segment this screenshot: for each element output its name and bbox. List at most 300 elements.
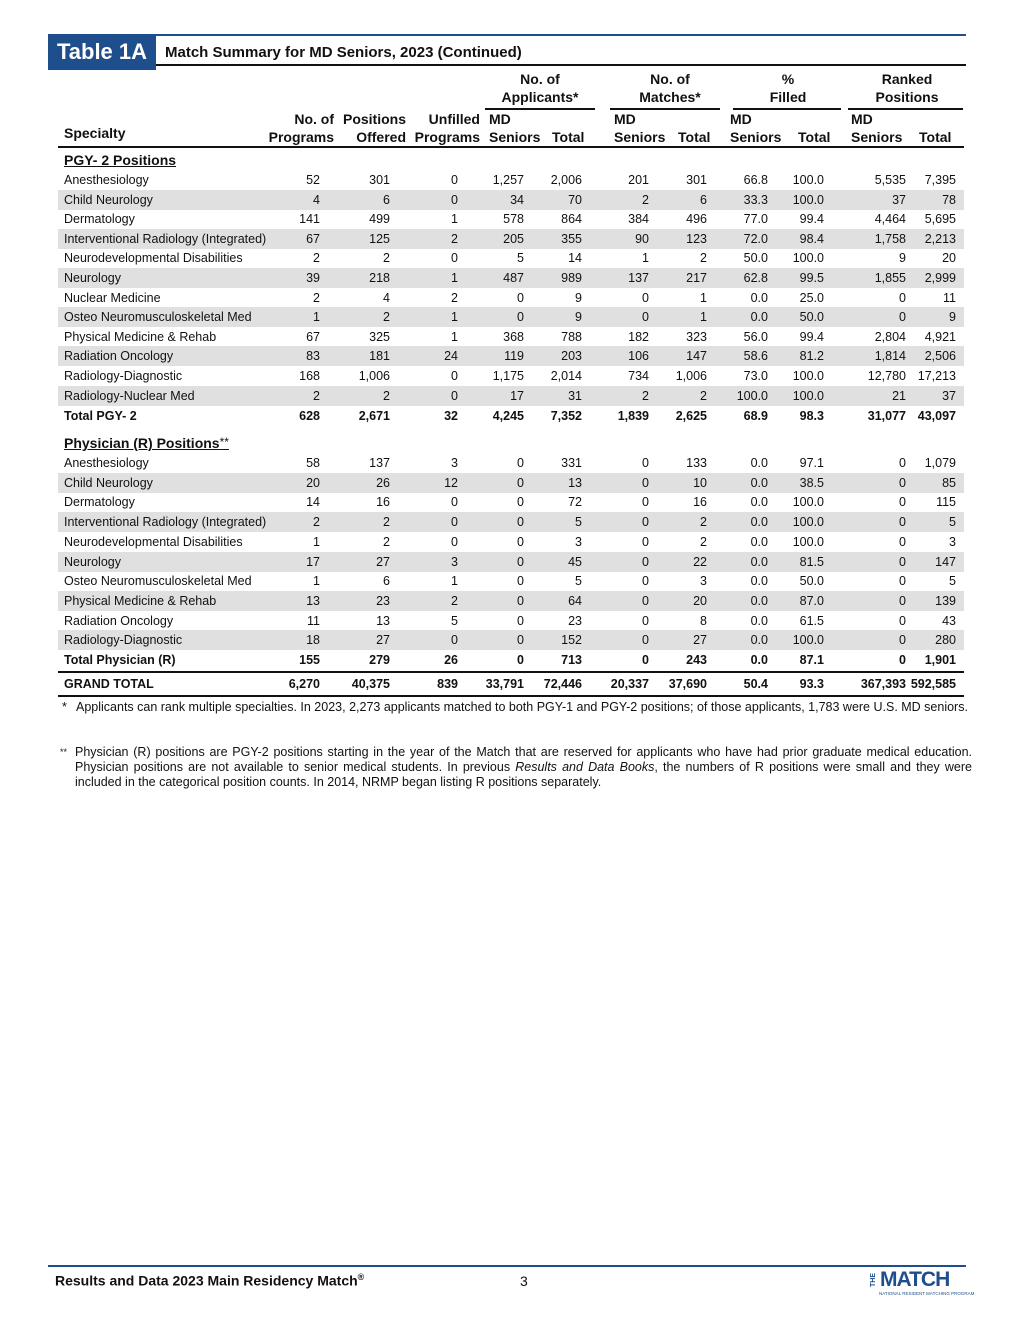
table-row	[58, 327, 964, 347]
unfilled-cell: 3	[451, 456, 458, 470]
ranked-md-seniors-cell: 9	[899, 251, 906, 266]
app-total-cell: 2,006	[550, 173, 582, 187]
unfilled-cell: 0	[451, 192, 458, 207]
filled-total-cell: 100.0	[792, 192, 824, 207]
match-total-cell: 2	[700, 515, 707, 530]
unfilled-cell: 2	[451, 231, 458, 246]
app-total-cell: 70	[568, 192, 582, 207]
col-header-programs: No. of Programs	[268, 111, 334, 145]
ranked-total-cell: 2,999	[924, 271, 956, 285]
match-total-cell: 6	[700, 192, 707, 207]
table-row	[58, 288, 964, 308]
match-total-cell: 10	[693, 475, 707, 490]
ranked-md-seniors-cell: 2,804	[874, 329, 906, 344]
ranked-md-seniors-cell: 1,758	[874, 231, 906, 246]
positions-cell: 181	[369, 349, 390, 364]
match-total-cell: 2	[700, 388, 707, 403]
filled-total-cell: 100.0	[792, 369, 824, 383]
positions-cell: 27	[376, 554, 390, 569]
positions-cell: 6	[383, 192, 390, 207]
specialty-cell: Physical Medicine & Rehab	[64, 329, 217, 344]
app-md-seniors-cell: 205	[503, 231, 524, 246]
table-row	[58, 170, 964, 190]
positions-cell: 27	[376, 633, 390, 648]
app-total-cell: 5	[575, 515, 582, 530]
unfilled-cell: 24	[444, 349, 458, 364]
ranked-total-cell: 2,213	[924, 231, 956, 246]
ranked-total-cell: 1,901	[924, 653, 956, 667]
ranked-total-cell: 20	[942, 251, 956, 266]
ranked-total-cell: 78	[942, 192, 956, 207]
filled-md-seniors-cell: 77.0	[743, 212, 768, 227]
match-md-seniors-cell: 384	[628, 212, 649, 227]
table-row	[58, 190, 964, 210]
unfilled-cell: 0	[451, 251, 458, 266]
header-bottom-rule	[58, 146, 964, 148]
match-md-seniors-cell: 90	[635, 231, 649, 246]
match-md-seniors-cell: 106	[628, 349, 649, 364]
match-md-seniors-cell: 0	[642, 633, 649, 648]
app-total-cell: 64	[568, 593, 582, 608]
filled-md-seniors-cell: 100.0	[736, 388, 768, 403]
positions-cell: 301	[369, 173, 390, 187]
programs-cell: 20	[306, 475, 320, 490]
col-header-unfilled: Unfilled Programs	[414, 111, 480, 145]
unfilled-cell: 1	[451, 310, 458, 325]
filled-total-cell: 100.0	[792, 173, 824, 187]
programs-cell: 17	[306, 554, 320, 569]
group-header-ranked: Ranked Positions	[875, 71, 939, 105]
match-total-cell: 133	[686, 456, 707, 470]
ranked-total-cell: 17,213	[917, 369, 956, 383]
specialty-cell: Physical Medicine & Rehab	[64, 593, 217, 608]
positions-cell: 1,006	[358, 369, 390, 383]
programs-cell: 1	[313, 534, 320, 549]
match-md-seniors-cell: 0	[642, 515, 649, 530]
match-md-seniors-cell: 0	[642, 574, 649, 589]
match-total-cell: 2,625	[675, 409, 707, 423]
match-md-seniors-cell: 0	[642, 290, 649, 305]
app-total-cell: 9	[575, 290, 582, 305]
unfilled-cell: 1	[451, 329, 458, 344]
group-header-filled: % Filled	[769, 71, 807, 105]
table-title: Match Summary for MD Seniors, 2023 (Continued)	[165, 44, 522, 61]
filled-md-seniors-cell: 33.3	[743, 192, 768, 207]
filled-md-seniors-cell: 0.0	[750, 290, 768, 305]
filled-total-cell: 81.2	[799, 349, 824, 364]
match-total-cell: 1	[700, 310, 707, 325]
table-row	[58, 591, 964, 611]
footer-rule	[48, 1265, 966, 1267]
app-total-cell: 989	[561, 271, 582, 285]
ranked-md-seniors-cell: 1,855	[874, 271, 906, 285]
ranked-md-seniors-cell: 31,077	[867, 409, 906, 423]
unfilled-cell: 3	[451, 554, 458, 569]
match-md-seniors-cell: 137	[628, 271, 649, 285]
grand-total-rule-top	[58, 671, 964, 673]
ranked-md-seniors-cell: 0	[899, 534, 906, 549]
positions-cell: 23	[376, 593, 390, 608]
programs-cell: 13	[306, 593, 320, 608]
col-header-positions: Positions Offered	[342, 111, 406, 145]
ranked-total-cell: 280	[935, 633, 956, 648]
app-md-seniors-cell: 0	[517, 633, 524, 648]
match-total-cell: 323	[686, 329, 707, 344]
filled-md-seniors-cell: 0.0	[750, 475, 768, 490]
app-total-cell: 355	[561, 231, 582, 246]
match-md-seniors-cell: 0	[642, 534, 649, 549]
filled-md-seniors-cell: 58.6	[743, 349, 768, 364]
app-md-seniors-cell: 1,175	[492, 369, 524, 383]
app-total-cell: 13	[568, 475, 582, 490]
ranked-md-seniors-cell: 0	[899, 515, 906, 530]
footnote-physician	[60, 745, 972, 793]
col-header-match-total: Total	[678, 129, 711, 145]
ranked-total-cell: 9	[949, 310, 956, 325]
footnote-mark: **	[60, 747, 68, 757]
app-md-seniors-cell: 34	[510, 192, 524, 207]
unfilled-cell: 26	[444, 653, 458, 667]
specialty-cell: Neurology	[64, 271, 121, 285]
ranked-total-cell: 43,097	[917, 409, 956, 423]
filled-total-cell: 100.0	[792, 251, 824, 266]
table-row	[58, 571, 964, 591]
table-row	[58, 248, 964, 268]
app-total-cell: 7,352	[550, 409, 582, 423]
ranked-total-cell: 85	[942, 475, 956, 490]
match-md-seniors-cell: 0	[642, 653, 649, 667]
specialty-cell: Child Neurology	[64, 475, 153, 490]
col-header-app-total: Total	[552, 129, 585, 145]
programs-cell: 2	[313, 251, 320, 266]
app-md-seniors-cell: 1,257	[492, 173, 524, 187]
ranked-total-cell: 5	[949, 515, 956, 530]
footnote-text: Applicants can rank multiple specialties. In 2023, 2,273 applicants matched to both PGY-1 and PGY-2 positions; of those applicants, 1,783 were U.S. MD seniors.	[76, 700, 968, 714]
filled-total-cell: 100.0	[792, 515, 824, 530]
col-header-app-md: MD Seniors	[489, 111, 541, 145]
app-md-seniors-cell: 0	[517, 613, 524, 628]
match-md-seniors-cell: 2	[642, 388, 649, 403]
programs-cell: 39	[306, 271, 320, 285]
app-total-cell: 152	[561, 633, 582, 648]
positions-cell: 279	[369, 653, 390, 667]
ranked-md-seniors-cell: 0	[899, 653, 906, 667]
section-total-row	[58, 406, 964, 426]
programs-cell: 141	[299, 212, 320, 227]
grand-total-rule-bottom	[58, 695, 964, 697]
positions-cell: 218	[369, 271, 390, 285]
app-total-cell: 14	[568, 251, 582, 266]
logo-the: THE	[870, 1273, 877, 1287]
unfilled-cell: 0	[451, 173, 458, 187]
filled-md-seniors-cell: 68.9	[743, 409, 768, 423]
nrmp-logo	[870, 1268, 975, 1299]
specialty-cell: Neurodevelopmental Disabilities	[64, 251, 243, 266]
table-row	[58, 532, 964, 552]
filled-md-seniors-cell: 62.8	[743, 271, 768, 285]
app-total-cell: 2,014	[550, 369, 582, 383]
table-row	[58, 512, 964, 532]
filled-total-cell: 99.4	[799, 329, 824, 344]
match-md-seniors-cell: 734	[628, 369, 649, 383]
ranked-md-seniors-cell: 0	[899, 593, 906, 608]
specialty-cell: GRAND TOTAL	[64, 677, 154, 691]
filled-md-seniors-cell: 66.8	[743, 173, 768, 187]
filled-md-seniors-cell: 0.0	[750, 633, 768, 648]
unfilled-cell: 1	[451, 574, 458, 589]
app-md-seniors-cell: 0	[517, 475, 524, 490]
filled-md-seniors-cell: 56.0	[743, 329, 768, 344]
app-md-seniors-cell: 0	[517, 515, 524, 530]
app-md-seniors-cell: 4,245	[492, 409, 524, 423]
ranked-total-cell: 1,079	[924, 456, 956, 470]
app-md-seniors-cell: 0	[517, 456, 524, 470]
positions-cell: 2	[383, 515, 390, 530]
specialty-cell: Nuclear Medicine	[64, 290, 161, 305]
ranked-total-cell: 139	[935, 593, 956, 608]
match-md-seniors-cell: 2	[642, 192, 649, 207]
table-row	[58, 229, 964, 249]
positions-cell: 40,375	[351, 677, 390, 691]
programs-cell: 2	[313, 515, 320, 530]
match-md-seniors-cell: 20,337	[610, 677, 649, 691]
filled-total-cell: 38.5	[799, 475, 824, 490]
positions-cell: 6	[383, 574, 390, 589]
match-total-cell: 27	[693, 633, 707, 648]
table-row	[58, 492, 964, 512]
programs-cell: 52	[306, 173, 320, 187]
ranked-md-seniors-cell: 0	[899, 456, 906, 470]
programs-cell: 14	[306, 495, 320, 510]
app-total-cell: 23	[568, 613, 582, 628]
filled-total-cell: 25.0	[799, 290, 824, 305]
group-header-applicants: No. of Applicants*	[501, 71, 579, 105]
ranked-total-cell: 147	[935, 554, 956, 569]
ranked-total-cell: 115	[936, 495, 956, 510]
filled-md-seniors-cell: 0.0	[750, 456, 768, 470]
col-header-match-md: MD Seniors	[614, 111, 666, 145]
match-total-cell: 37,690	[668, 677, 707, 691]
app-md-seniors-cell: 0	[517, 554, 524, 569]
specialty-cell: Radiology-Diagnostic	[64, 369, 183, 383]
page-number: 3	[520, 1273, 528, 1289]
filled-total-cell: 87.1	[799, 653, 824, 667]
app-md-seniors-cell: 487	[503, 271, 524, 285]
app-md-seniors-cell: 17	[510, 388, 524, 403]
ranked-md-seniors-cell: 0	[899, 290, 906, 305]
programs-cell: 58	[306, 456, 320, 470]
specialty-cell: Osteo Neuromusculoskeletal Med	[64, 310, 252, 325]
positions-cell: 125	[369, 231, 390, 246]
table-row	[58, 209, 964, 229]
table-row	[58, 630, 964, 650]
section-title: PGY- 2 Positions	[64, 152, 177, 168]
specialty-cell: Radiation Oncology	[64, 349, 174, 364]
programs-cell: 67	[306, 231, 320, 246]
specialty-cell: Radiology-Nuclear Med	[64, 388, 195, 403]
filled-total-cell: 93.3	[799, 677, 824, 691]
match-md-seniors-cell: 0	[642, 456, 649, 470]
app-md-seniors-cell: 0	[517, 534, 524, 549]
unfilled-cell: 2	[451, 593, 458, 608]
programs-cell: 18	[306, 633, 320, 648]
section-title: Physician (R) Positions**	[64, 435, 229, 451]
match-total-cell: 147	[686, 349, 707, 364]
programs-cell: 155	[299, 653, 320, 667]
col-header-specialty: Specialty	[64, 125, 126, 141]
footnote-mark: *	[62, 700, 67, 714]
ranked-md-seniors-cell: 0	[899, 554, 906, 569]
footer-title: Results and Data 2023 Main Residency Match®	[55, 1272, 365, 1289]
filled-md-seniors-cell: 0.0	[750, 613, 768, 628]
title-rule	[156, 64, 966, 66]
positions-cell: 325	[369, 329, 390, 344]
ranked-md-seniors-cell: 0	[899, 475, 906, 490]
positions-cell: 2	[383, 388, 390, 403]
app-total-cell: 31	[568, 388, 582, 403]
match-total-cell: 16	[693, 495, 707, 510]
filled-md-seniors-cell: 0.0	[750, 534, 768, 549]
positions-cell: 4	[383, 290, 390, 305]
positions-cell: 2,671	[358, 409, 390, 423]
programs-cell: 2	[313, 388, 320, 403]
app-md-seniors-cell: 119	[504, 349, 524, 364]
positions-cell: 499	[369, 212, 390, 227]
ranked-md-seniors-cell: 1,814	[874, 349, 906, 364]
filled-md-seniors-cell: 50.4	[743, 677, 768, 691]
ranked-total-cell: 4,921	[924, 329, 956, 344]
filled-total-cell: 98.4	[799, 231, 824, 246]
match-md-seniors-cell: 0	[642, 475, 649, 490]
specialty-cell: Radiology-Diagnostic	[64, 633, 183, 648]
app-total-cell: 713	[561, 653, 582, 667]
group-header-matches: No. of Matches*	[639, 71, 701, 105]
ranked-md-seniors-cell: 21	[892, 388, 906, 403]
positions-cell: 16	[376, 495, 390, 510]
logo-subtitle: NATIONAL RESIDENT MATCHING PROGRAM	[879, 1291, 975, 1296]
ranked-total-cell: 2,506	[924, 349, 956, 364]
table-row	[58, 552, 964, 572]
app-total-cell: 331	[561, 456, 582, 470]
positions-cell: 2	[383, 534, 390, 549]
app-total-cell: 9	[575, 310, 582, 325]
app-md-seniors-cell: 33,791	[485, 677, 524, 691]
positions-cell: 2	[383, 251, 390, 266]
logo-match: MATCH	[880, 1268, 950, 1291]
match-md-seniors-cell: 0	[642, 554, 649, 569]
app-md-seniors-cell: 5	[517, 251, 524, 266]
match-total-cell: 1	[700, 290, 707, 305]
col-header-ranked-md: MD Seniors	[851, 111, 903, 145]
unfilled-cell: 5	[451, 613, 458, 628]
filled-total-cell: 99.5	[799, 271, 824, 285]
filled-total-cell: 97.1	[799, 456, 824, 470]
ranked-md-seniors-cell: 4,464	[874, 212, 906, 227]
ranked-total-cell: 11	[943, 290, 956, 305]
unfilled-cell: 839	[437, 677, 458, 691]
footnote-applicants	[62, 700, 972, 732]
app-total-cell: 203	[561, 349, 582, 364]
filled-md-seniors-cell: 0.0	[750, 515, 768, 530]
match-total-cell: 2	[700, 534, 707, 549]
match-total-cell: 20	[693, 593, 707, 608]
app-total-cell: 788	[561, 329, 582, 344]
programs-cell: 1	[313, 574, 320, 589]
filled-total-cell: 61.5	[799, 613, 824, 628]
match-md-seniors-cell: 201	[628, 173, 649, 187]
app-total-cell: 3	[575, 534, 582, 549]
positions-cell: 2	[383, 310, 390, 325]
programs-cell: 67	[306, 329, 320, 344]
match-md-seniors-cell: 0	[642, 613, 649, 628]
filled-md-seniors-cell: 73.0	[743, 369, 768, 383]
app-total-cell: 45	[568, 554, 582, 569]
match-total-cell: 301	[686, 173, 707, 187]
programs-cell: 168	[299, 369, 320, 383]
match-md-seniors-cell: 0	[642, 310, 649, 325]
ranked-md-seniors-cell: 5,535	[874, 173, 906, 187]
app-total-cell: 5	[575, 574, 582, 589]
app-md-seniors-cell: 578	[503, 212, 524, 227]
filled-total-cell: 100.0	[792, 388, 824, 403]
ranked-md-seniors-cell: 37	[892, 192, 906, 207]
unfilled-cell: 2	[451, 290, 458, 305]
app-md-seniors-cell: 368	[503, 329, 524, 344]
table-row	[58, 268, 964, 288]
ranked-md-seniors-cell: 12,780	[867, 369, 906, 383]
specialty-cell: Interventional Radiology (Integrated)	[64, 515, 267, 530]
app-md-seniors-cell: 0	[517, 574, 524, 589]
unfilled-cell: 0	[451, 388, 458, 403]
positions-cell: 13	[376, 613, 390, 628]
unfilled-cell: 0	[451, 633, 458, 648]
ranked-md-seniors-cell: 367,393	[860, 677, 906, 691]
filled-md-seniors-cell: 50.0	[743, 251, 768, 266]
specialty-cell: Anesthesiology	[64, 456, 149, 470]
filled-total-cell: 99.4	[799, 212, 824, 227]
unfilled-cell: 1	[451, 212, 458, 227]
programs-cell: 83	[306, 349, 320, 364]
top-rule	[48, 34, 966, 36]
positions-cell: 26	[376, 475, 390, 490]
ranked-md-seniors-cell: 0	[899, 613, 906, 628]
ranked-md-seniors-cell: 0	[899, 633, 906, 648]
ranked-total-cell: 43	[942, 613, 956, 628]
programs-cell: 11	[307, 613, 320, 628]
footnote-text: Physician (R) positions are PGY-2 positions starting in the year of the Match that are reserved for applicants who have had prior graduate medical education. Physician positions are not available to senior medical students. In previous Results and Data Books, the numbers of R positions were small and they were included in the categorical position counts. In 2014, NRMP began listing R positions separately.	[75, 745, 972, 789]
unfilled-cell: 1	[451, 271, 458, 285]
match-md-seniors-cell: 1	[642, 251, 649, 266]
col-header-filled-md: MD Seniors	[730, 111, 782, 145]
specialty-cell: Total Physician (R)	[64, 653, 176, 667]
specialty-cell: Dermatology	[64, 495, 135, 510]
ranked-md-seniors-cell: 0	[899, 310, 906, 325]
filled-md-seniors-cell: 72.0	[743, 231, 768, 246]
grand-total-row	[58, 674, 964, 694]
programs-cell: 6,270	[288, 677, 320, 691]
match-total-cell: 1,006	[675, 369, 707, 383]
match-total-cell: 2	[700, 251, 707, 266]
ranked-total-cell: 592,585	[910, 677, 956, 691]
specialty-cell: Neurology	[64, 554, 121, 569]
filled-total-cell: 50.0	[799, 310, 824, 325]
unfilled-cell: 12	[444, 475, 458, 490]
unfilled-cell: 0	[451, 534, 458, 549]
ranked-total-cell: 5	[949, 574, 956, 589]
ranked-total-cell: 7,395	[924, 173, 956, 187]
programs-cell: 2	[313, 290, 320, 305]
app-md-seniors-cell: 0	[517, 290, 524, 305]
